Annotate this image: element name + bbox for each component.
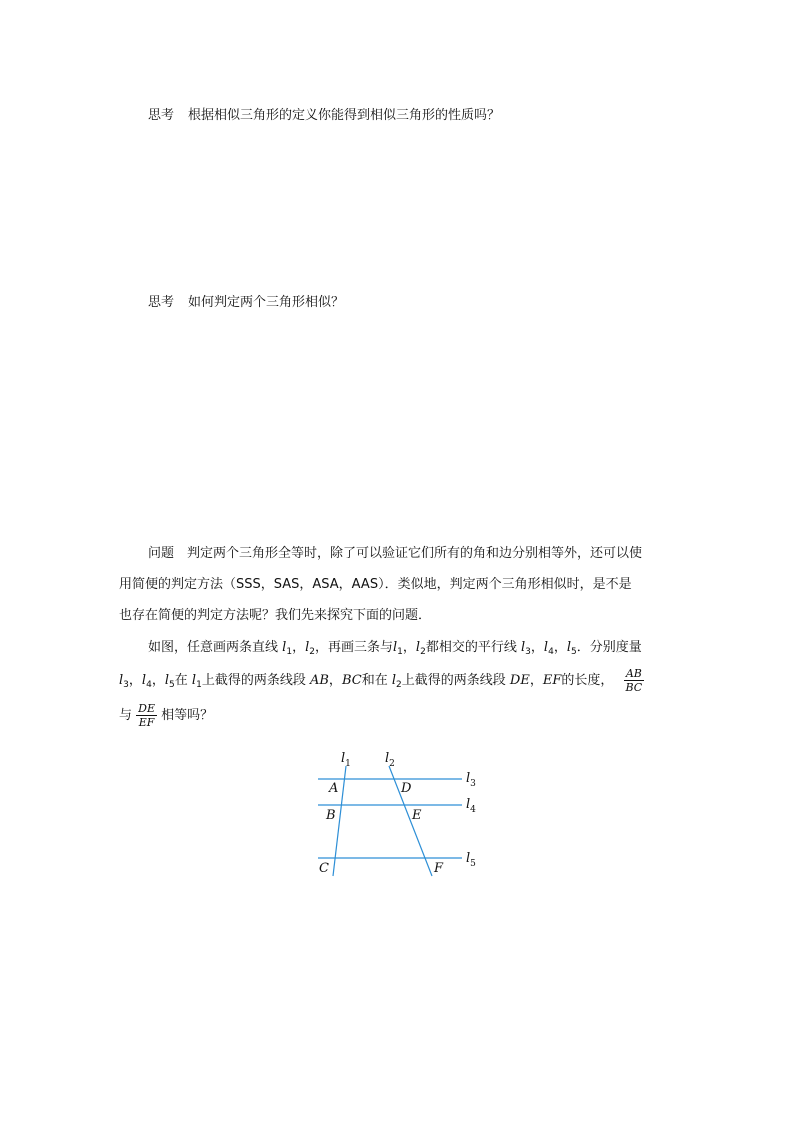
label-l2: $l_2$	[385, 751, 395, 769]
symbol-l4: l	[543, 640, 549, 655]
label-e: E	[412, 808, 422, 823]
label-a: A	[329, 781, 339, 796]
problem-label: 问题	[148, 546, 175, 561]
explore-text: 和在	[361, 673, 388, 688]
explore-text: 相等吗？	[161, 708, 214, 723]
segment-bc: BC	[341, 673, 362, 688]
explore-text: ，再画三条与	[314, 640, 393, 655]
figure-labels	[319, 751, 476, 876]
segment-ab: AB	[309, 673, 329, 688]
think-label: 思考	[148, 295, 175, 310]
explore-text: 上截得的两条线段	[401, 673, 506, 688]
comma: ，	[292, 640, 306, 655]
label-l4: $l_4$	[466, 797, 476, 815]
symbol-l1: l	[393, 640, 398, 655]
symbol-l1: l	[282, 640, 287, 655]
comma: ，	[553, 640, 567, 655]
label-f: F	[434, 861, 444, 876]
explore-line-1: 如图，任意画两条直线 $l_1$，$l_2$，再画三条与$l_1$，$l_2$都相交的平行线 $l_3$，$l_4$，$l_5$．分别度量	[148, 640, 642, 657]
explore-text: 如图，任意画两条直线	[148, 640, 279, 655]
comma: ，	[151, 673, 165, 688]
figure-lines	[318, 766, 462, 876]
explore-line-2: $l_3$，$l_4$，$l_5$在 $l_1$上截得的两条线段 AB，BC和在 $l_2$上截得的两条线段 DE，EF的长度， $\frac{AB}{BC}$	[119, 667, 643, 694]
label-d: D	[401, 781, 412, 796]
problem-line-3: 也存在简便的判定方法呢？我们先来探究下面的问题．	[119, 608, 432, 623]
label-c: C	[319, 861, 329, 876]
fraction-numerator: AB	[624, 667, 645, 681]
explore-text: 的长度，	[561, 673, 614, 688]
symbol-l3: l	[520, 640, 526, 655]
think-label: 思考	[148, 108, 175, 123]
problem-text-1: 判定两个三角形全等时，除了可以验证它们所有的角和边分别相等外，还可以使	[187, 546, 643, 561]
symbol-l3: l	[119, 673, 124, 688]
think-text: 如何判定两个三角形相似？	[188, 295, 345, 310]
label-l1: $l_1$	[341, 751, 351, 769]
explore-text: 与	[119, 708, 133, 723]
segment-ef: EF	[542, 673, 562, 688]
symbol-l5: l	[566, 640, 571, 655]
comma: ，	[529, 673, 543, 688]
comma: ，	[328, 673, 342, 688]
label-l3: $l_3$	[466, 771, 476, 789]
explore-text: ．分别度量	[576, 640, 642, 655]
symbol-l5: l	[164, 673, 170, 688]
explore-text: 上截得的两条线段	[201, 673, 306, 688]
symbol-l4: l	[141, 673, 147, 688]
comma: ，	[530, 640, 544, 655]
fraction-denominator: BC	[625, 681, 643, 694]
symbol-l2: l	[305, 640, 310, 655]
symbol-l2: l	[391, 673, 397, 688]
segment-de: DE	[509, 673, 530, 688]
explore-text: 都相交的平行线	[425, 640, 517, 655]
symbol-l1: l	[191, 673, 197, 688]
symbol-l2: l	[415, 640, 421, 655]
explore-text: 在	[174, 673, 188, 688]
fraction-denominator: EF	[138, 716, 155, 729]
problem-line-2: 用简便的判定方法（SSS，SAS，ASA，AAS）．类似地，判定两个三角形相似时，是不是	[119, 577, 632, 592]
fraction-numerator: DE	[138, 702, 156, 715]
think-text: 根据相似三角形的定义你能得到相似三角形的性质吗？	[188, 108, 501, 123]
comma: ，	[402, 640, 416, 655]
comma: ，	[128, 673, 142, 688]
label-b: B	[326, 808, 336, 823]
label-l5: $l_5$	[466, 851, 476, 869]
